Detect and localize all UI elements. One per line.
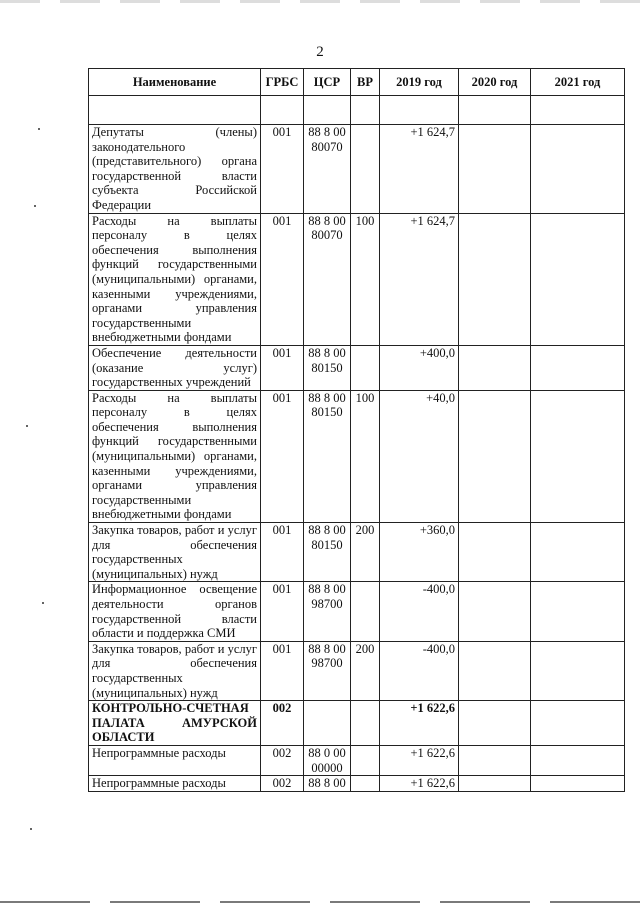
table-row xyxy=(89,125,625,214)
cell-y2019: +1 622,6 xyxy=(380,745,459,775)
cell-grbs: 001 xyxy=(261,125,304,214)
cell-y2020 xyxy=(459,582,531,641)
cell-vr xyxy=(351,776,380,792)
cell-y2019: +360,0 xyxy=(380,523,459,582)
header-name: Наименование xyxy=(89,69,261,96)
cell-csr xyxy=(304,701,351,746)
cell-csr: 88 0 00 00000 xyxy=(304,745,351,775)
cell-y2019: +1 622,6 xyxy=(380,701,459,746)
cell-grbs: 002 xyxy=(261,701,304,746)
cell-grbs: 001 xyxy=(261,213,304,345)
cell-y2020 xyxy=(459,641,531,700)
table-row xyxy=(89,213,625,345)
cell-y2021 xyxy=(531,390,625,522)
cell-csr: 88 8 00 80150 xyxy=(304,523,351,582)
table-row xyxy=(89,776,625,792)
cell-csr: 88 8 00 98700 xyxy=(304,582,351,641)
scan-bottom-edge xyxy=(0,901,640,903)
cell-vr: 100 xyxy=(351,213,380,345)
cell-csr: 88 8 00 98700 xyxy=(304,641,351,700)
scan-dot xyxy=(42,602,44,604)
table-row xyxy=(89,745,625,775)
cell-y2019: +1 622,6 xyxy=(380,776,459,792)
table-body xyxy=(89,125,625,792)
cell-y2019: -400,0 xyxy=(380,582,459,641)
cell-y2019: +1 624,7 xyxy=(380,125,459,214)
cell-name: Обеспечение деятельности (оказание услуг) государственных учреждений xyxy=(89,345,261,390)
cell-y2020 xyxy=(459,345,531,390)
header-vr: ВР xyxy=(351,69,380,96)
cell-y2020 xyxy=(459,701,531,746)
page-number: 2 xyxy=(316,44,324,60)
cell-vr xyxy=(351,745,380,775)
cell-grbs: 002 xyxy=(261,745,304,775)
cell-y2021 xyxy=(531,776,625,792)
header-2019: 2019 год xyxy=(380,69,459,96)
cell-name: КОНТРОЛЬНО-СЧЕТНАЯ ПАЛАТА АМУРСКОЙ ОБЛАСТИ xyxy=(89,701,261,746)
table-row xyxy=(89,345,625,390)
cell-name: Закупка товаров, работ и услуг для обеспечения государственных (муниципальных) нужд xyxy=(89,523,261,582)
table-header-row xyxy=(89,69,625,96)
cell-csr: 88 8 00 xyxy=(304,776,351,792)
cell-vr xyxy=(351,701,380,746)
cell-vr: 100 xyxy=(351,390,380,522)
table-row xyxy=(89,390,625,522)
cell-grbs: 001 xyxy=(261,345,304,390)
budget-table xyxy=(88,68,625,792)
table-row xyxy=(89,582,625,641)
cell-y2020 xyxy=(459,523,531,582)
cell-name: Расходы на выплаты персоналу в целях обеспечения выполнения функций государственными (муниципальными) органами, казенными учреждениями, органами управления государственными внебюджетными фондами xyxy=(89,390,261,522)
cell-vr xyxy=(351,345,380,390)
cell-y2020 xyxy=(459,390,531,522)
cell-y2019: +400,0 xyxy=(380,345,459,390)
cell-vr: 200 xyxy=(351,641,380,700)
cell-name: Информационное освещение деятельности органов государственной власти области и поддержка СМИ xyxy=(89,582,261,641)
cell-vr xyxy=(351,582,380,641)
cell-grbs: 001 xyxy=(261,582,304,641)
cell-csr: 88 8 00 80070 xyxy=(304,213,351,345)
cell-csr: 88 8 00 80150 xyxy=(304,345,351,390)
cell-y2020 xyxy=(459,776,531,792)
cell-y2019: +1 624,7 xyxy=(380,213,459,345)
cell-name: Расходы на выплаты персоналу в целях обеспечения выполнения функций государственными (муниципальными) органами, казенными учреждениями, органами управления государственными внебюджетными фондами xyxy=(89,213,261,345)
cell-csr: 88 8 00 80150 xyxy=(304,390,351,522)
cell-y2020 xyxy=(459,213,531,345)
cell-y2021 xyxy=(531,745,625,775)
cell-y2019: +40,0 xyxy=(380,390,459,522)
cell-y2019: -400,0 xyxy=(380,641,459,700)
cell-name: Депутаты (члены) законодательного (представительного) органа государственной власти субъекта Российской Федерации xyxy=(89,125,261,214)
header-2020: 2020 год xyxy=(459,69,531,96)
cell-name: Закупка товаров, работ и услуг для обеспечения государственных (муниципальных) нужд xyxy=(89,641,261,700)
cell-name: Непрограммные расходы xyxy=(89,776,261,792)
cell-y2021 xyxy=(531,213,625,345)
cell-y2021 xyxy=(531,125,625,214)
header-grbs: ГРБС xyxy=(261,69,304,96)
cell-y2021 xyxy=(531,523,625,582)
cell-y2020 xyxy=(459,125,531,214)
scan-top-edge xyxy=(0,0,640,3)
cell-name: Непрограммные расходы xyxy=(89,745,261,775)
header-2021: 2021 год xyxy=(531,69,625,96)
cell-grbs: 002 xyxy=(261,776,304,792)
cell-y2021 xyxy=(531,641,625,700)
cell-grbs: 001 xyxy=(261,523,304,582)
cell-csr: 88 8 00 80070 xyxy=(304,125,351,214)
scan-dot xyxy=(30,828,32,830)
cell-vr: 200 xyxy=(351,523,380,582)
scan-dot xyxy=(34,205,36,207)
cell-y2020 xyxy=(459,745,531,775)
scan-dot xyxy=(26,425,28,427)
cell-vr xyxy=(351,125,380,214)
scan-dot xyxy=(38,128,40,130)
cell-y2021 xyxy=(531,701,625,746)
cell-y2021 xyxy=(531,345,625,390)
cell-grbs: 001 xyxy=(261,641,304,700)
header-csr: ЦСР xyxy=(304,69,351,96)
table-row xyxy=(89,523,625,582)
cell-grbs: 001 xyxy=(261,390,304,522)
table-row xyxy=(89,641,625,700)
cell-y2021 xyxy=(531,582,625,641)
table-spacer-row xyxy=(89,96,625,125)
table-row xyxy=(89,701,625,746)
